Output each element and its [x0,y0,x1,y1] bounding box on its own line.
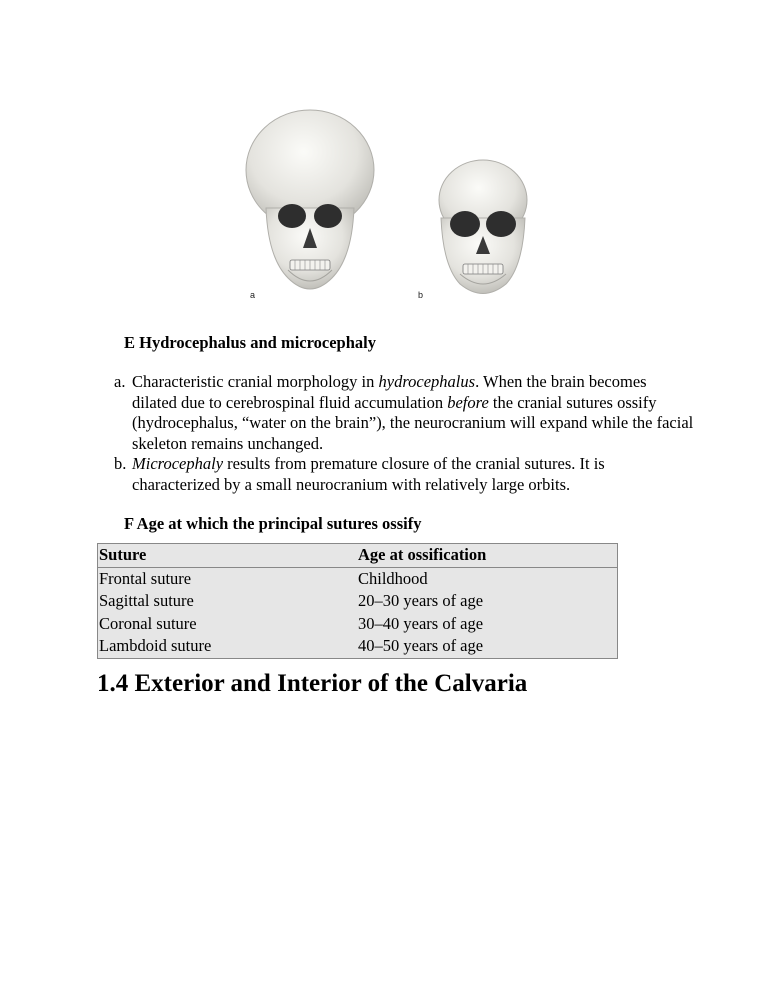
text-run: Characteristic cranial morphology in [132,372,379,391]
list-item-b [114,454,694,495]
column-header: Suture [98,544,358,568]
list-item-a [114,372,694,454]
caption-title: E Hydrocephalus and microcephaly [124,333,376,352]
skull-figure [238,108,538,308]
caption-list [114,372,694,496]
table-title: F Age at which the principal sutures ossify [124,514,422,533]
table-cell: 20–30 years of age [358,591,484,611]
table-row [98,590,618,613]
table-row [98,567,618,590]
emphasis-term: before [447,392,489,412]
column-header: Age at ossification [357,544,618,568]
skull-a-hydrocephalus [246,110,374,289]
emphasis-term: hydrocephalus [378,372,476,391]
list-text [132,372,694,454]
skull-b-microcephaly [439,160,527,294]
section-heading: 1.4 Exterior and Interior of the Calvaria [97,670,528,697]
list-text [132,454,694,495]
table-header-row [98,544,618,568]
table-cell: 30–40 years of age [358,613,484,633]
list-marker: b. [114,454,127,474]
table-cell: Sagittal suture [99,591,194,611]
text-run: . When the brain becomes dilated due to cerebrospinal fluid accumulation [132,372,647,412]
skull-illustration [238,108,538,308]
figure-label-b: b [418,290,424,300]
table-row [98,613,618,636]
figure-label-a: a [250,290,256,300]
table-cell: Lambdoid suture [99,636,212,656]
table-cell: Childhood [358,568,428,588]
table-cell: Frontal suture [99,568,192,588]
text-run: the cranial sutures ossify (hydrocephalus, “water on the brain”), the neurocranium will expand while the facial skeleton remains unchanged. [132,392,694,453]
sutures-table [97,543,618,659]
table-cell: 40–50 years of age [358,636,484,656]
text-run: results from premature closure of the cranial sutures. It is characterized by a small neurocranium with relatively large orbits. [132,454,605,494]
emphasis-term: Microcephaly [132,454,224,474]
table-row [98,635,618,658]
list-marker: a. [114,372,126,391]
table-cell: Coronal suture [99,613,197,633]
